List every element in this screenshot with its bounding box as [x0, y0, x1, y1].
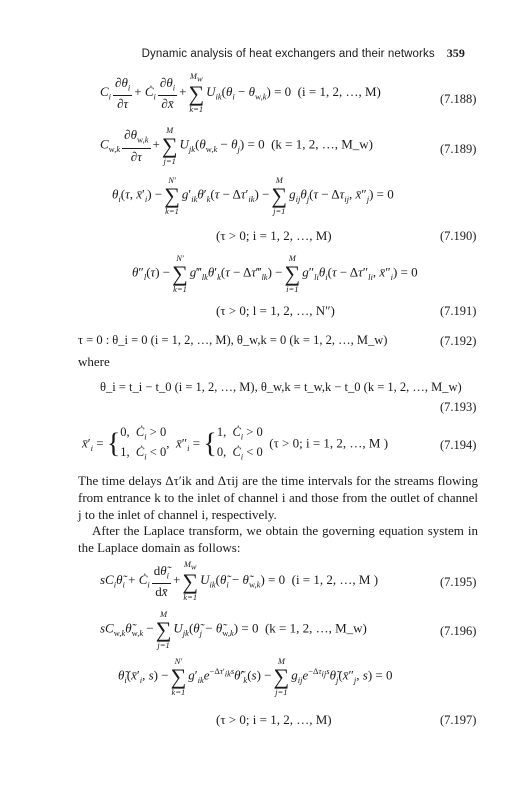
paragraph-where: where — [78, 354, 110, 369]
equation-7-191: $\theta''_l(\tau)$ − N′ ∑ k=1 $g‴_{lk}\theta'_k(\tau$ − $\Delta\tau‴_{lk}$) − M ∑ i=1 $g''_{li}\theta_i(\tau - \Delta\tau''_{li}$, $x̄''_i) = 0$ — [132, 253, 418, 294]
equation-7-196: $sC_{w,k}\thetã_{w,k}$ − M ∑ j=1 $U_{jk}(\thetã_j$ − $\thetã_{w,k}) = 0$ (k = 1, 2, …, M_w) — [100, 609, 367, 650]
eq-number-7-190: (7.190) — [440, 229, 477, 243]
equation-7-190: $\theta_i(\tau$, $x̄'_i$) − N′ ∑ k=1 $g'_{ik}\theta'_k(\tau - \Delta\tau'_{ik})$ − M ∑ j=1 $g_{ij}\theta_j(\tau - \Delta\tau_{ij}$, $x̄''_j) = 0$ — [112, 175, 394, 216]
equation-7-192: τ = 0 : θ_i = 0 (i = 1, 2, …, M), θ_w,k = 0 (k = 1, 2, …, M_w) — [78, 333, 388, 347]
equation-7-194: $x̄'_i = \{0$, $Ċ_i > 0$ 1, $Ċ_i < 0$, $x̄''_i = \{1$, $Ċ_i > 0$ 0, $Ċ_i < 0$ (τ > 0; i = 1, 2, …, M ) — [82, 425, 389, 461]
eq-number-7-189: (7.189) — [440, 142, 477, 156]
equation-7-197: $\thetã_i(x̄'_i$, s) − N′ ∑ k=1 $g'_{ik}e^{-\Delta\tau'_{ik}s}\thetã'_k(s)$ − M ∑ j=1 $g_{ij}e^{-\Delta\tau_{ij}s}\thetã_j(x̄''_j$, s) = 0 — [118, 656, 393, 697]
eq-7-196-range: (k = 1, 2, …, M_w) — [264, 620, 367, 636]
eq-number-7-188: (7.188) — [440, 92, 477, 106]
eq-7-197-condition: (τ > 0; i = 1, 2, …, M) — [216, 712, 332, 727]
equation-7-195: $sC_i\thetã_i$ + $Ċ_i$ $\frac{d\thetã_i}{dx̄}$ + $M_w$ ∑ k=1 $U_{ik}(\thetã_i$ − $\thetã_{w,k}) = 0$ (i = 1, 2, …, M ) — [100, 559, 379, 603]
paragraph-time-delays: The time delays Δτ′ik and Δτij are the time intervals for the streams flowing from entrance k to the inlet of channel i and those from the outlet of channel j to the inlet of channel i, respectively. — [78, 473, 478, 522]
equation-7-188: $C_i$ $\frac{\partial\theta_i}{\partial\tau}$ + $Ċ_i$ $\frac{\partial\theta_i}{\partial x̄}$ + $M_w$ ∑ k=1 $U_{ik}(\theta_i - \theta_{w,k}) = 0$ (i = 1, 2, …, M) — [100, 71, 381, 115]
eq-number-7-196: (7.196) — [440, 624, 477, 638]
eq-7-191-condition: (τ > 0; l = 1, 2, …, N″) — [216, 303, 335, 318]
eq-7-194-condition: (τ > 0; i = 1, 2, …, M ) — [269, 435, 389, 451]
running-header — [142, 46, 465, 61]
eq-7-190-condition: (τ > 0; i = 1, 2, …, M) — [216, 228, 332, 243]
eq-number-7-193: (7.193) — [440, 400, 477, 414]
eq-number-7-197: (7.197) — [440, 713, 477, 727]
paragraph-laplace: After the Laplace transform, we obtain the governing equation system in the Laplace domain as follows: — [78, 523, 478, 555]
running-title: Dynamic analysis of heat exchangers and their networks — [141, 48, 435, 60]
eq-number-7-191: (7.191) — [440, 304, 477, 318]
eq-7-189-range: (k = 1, 2, …, M_w) — [271, 136, 374, 152]
eq-number-7-195: (7.195) — [440, 575, 477, 589]
eq-number-7-194: (7.194) — [440, 438, 477, 452]
page-number: 359 — [446, 46, 465, 60]
eq-7-195-range: (i = 1, 2, …, M ) — [291, 571, 379, 587]
equation-7-189: $C_{w,k}$ $\frac{\partial\theta_{w,k}}{\partial\tau}$ + M ∑ j=1 $U_{jk}(\theta_{w,k} - \theta_j) = 0$ (k = 1, 2, …, M_w) — [100, 125, 374, 166]
eq-7-188-range: (i = 1, 2, …, M) — [297, 83, 381, 99]
equation-7-193: θ_i = t_i − t_0 (i = 1, 2, …, M), θ_w,k = t_w,k − t_0 (k = 1, 2, …, M_w) — [100, 380, 462, 394]
eq-number-7-192: (7.192) — [440, 334, 477, 348]
